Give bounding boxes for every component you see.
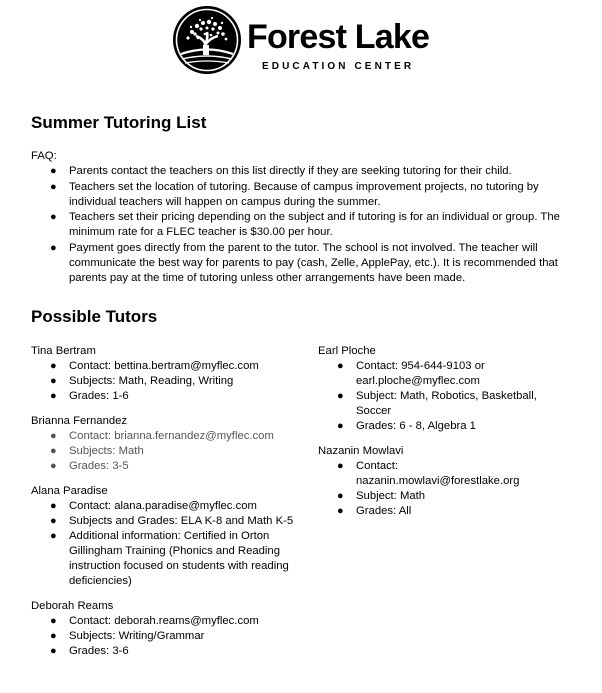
bullet-icon: ●: [50, 241, 57, 254]
faq-label: FAQ:: [31, 150, 57, 162]
faq-list: [31, 164, 566, 286]
list-item-text: Subjects: Writing/Grammar: [69, 630, 205, 642]
list-item: [318, 489, 556, 504]
list-item-text: Subject: Math: [356, 490, 426, 502]
list-item: [31, 359, 296, 374]
bullet-icon: ●: [50, 460, 57, 472]
tutor-entry: [318, 444, 556, 519]
list-item-text: Grades: All: [356, 505, 412, 517]
list-item: [31, 180, 566, 210]
tutor-name: Nazanin Mowlavi: [318, 445, 404, 457]
tutors-left-column: [31, 344, 296, 659]
list-item-text: Parents contact the teachers on this list directly if they are seeking tutoring for their child.: [69, 165, 512, 177]
bullet-icon: ●: [50, 615, 57, 627]
tutor-entry: [31, 599, 296, 659]
tutor-name: Deborah Reams: [31, 600, 114, 612]
list-item: [318, 419, 556, 434]
tutor-entry: [31, 344, 296, 404]
list-item: [31, 164, 566, 179]
list-item-text: Subject: Math, Robotics, Basketball, Soccer: [356, 390, 537, 417]
list-item-text: Grades: 6 - 8, Algebra 1: [356, 420, 476, 432]
list-item: [318, 389, 556, 419]
list-item: [31, 644, 296, 659]
list-item-text: Contact: nazanin.mowlavi@forestlake.org: [356, 460, 520, 487]
bullet-icon: ●: [50, 375, 57, 387]
tutors-right-column: [318, 344, 556, 519]
list-item-text: Payment goes directly from the parent to the tutor. The school is not involved. The teacher will communicate the best way for parents to pay (cash, Zelle, ApplePay, etc.). It is recommended that parents pay at the time of tutoring unless other arrangements have been made.: [69, 241, 558, 284]
bullet-icon: ●: [50, 500, 57, 512]
tutor-details-list: [318, 359, 556, 434]
list-item: [318, 359, 556, 389]
header: [0, 0, 602, 80]
tutor-name: Tina Bertram: [31, 345, 96, 357]
list-item-text: Contact: bettina.bertram@myflec.com: [69, 360, 259, 372]
list-item-text: Contact: 954-644-9103 or earl.ploche@myflec.com: [356, 360, 485, 387]
tutor-name: Earl Ploche: [318, 345, 376, 357]
list-item: [31, 514, 296, 529]
logo-title: Forest Lake: [247, 18, 430, 56]
list-item-text: Grades: 3-6: [69, 645, 129, 657]
bullet-icon: ●: [337, 390, 344, 402]
list-item-text: Contact: deborah.reams@myflec.com: [69, 615, 259, 627]
list-item: [31, 241, 566, 286]
tutor-details-list: [318, 459, 556, 519]
tutor-entry: [318, 344, 556, 434]
tutors-heading: Possible Tutors: [31, 307, 158, 326]
list-item: [31, 389, 296, 404]
tutor-name: Brianna Fernandez: [31, 415, 128, 427]
list-item-text: Contact: alana.paradise@myflec.com: [69, 500, 257, 512]
tutor-details-list: [31, 359, 296, 404]
list-item: [31, 210, 566, 240]
bullet-icon: ●: [50, 211, 57, 223]
bullet-icon: ●: [50, 180, 57, 193]
list-item-text: Teachers set the location of tutoring. Because of campus improvement projects, no tutoring by individual teachers will happen on campus during the summer.: [69, 180, 539, 208]
list-item: [31, 429, 296, 444]
list-item-text: Subjects: Math, Reading, Writing: [69, 375, 234, 387]
tutor-entry: [31, 484, 296, 589]
list-item: [31, 529, 296, 589]
bullet-icon: ●: [50, 645, 57, 657]
tutor-details-list: [31, 614, 296, 659]
bullet-icon: ●: [50, 360, 57, 372]
tutor-details-list: [31, 429, 296, 474]
bullet-icon: ●: [337, 420, 344, 432]
list-item-text: Contact: brianna.fernandez@myflec.com: [69, 430, 274, 442]
tree-emblem-icon: [172, 5, 242, 75]
bullet-icon: ●: [50, 515, 57, 527]
list-item-text: Additional information: Certified in Orton Gillingham Training (Phonics and Reading instruction focused on students with reading deficiencies): [69, 530, 289, 587]
list-item-text: Grades: 3-5: [69, 460, 129, 472]
tutor-name: Alana Paradise: [31, 485, 108, 497]
bullet-icon: ●: [50, 390, 57, 402]
page-title: Summer Tutoring List: [31, 113, 207, 132]
bullet-icon: ●: [50, 630, 57, 642]
bullet-icon: ●: [337, 460, 344, 472]
list-item-text: Teachers set their pricing depending on the subject and if tutoring is for an individual or group. The minimum rate for a FLEC teacher is $30.00 per hour.: [69, 211, 560, 238]
list-item: [31, 374, 296, 389]
list-item: [318, 504, 556, 519]
list-item-text: Subjects and Grades: ELA K-8 and Math K-5: [69, 515, 294, 527]
list-item-text: Grades: 1-6: [69, 390, 129, 402]
bullet-icon: ●: [50, 445, 57, 457]
tutor-details-list: [31, 499, 296, 589]
bullet-icon: ●: [50, 430, 57, 442]
list-item: [31, 614, 296, 629]
bullet-icon: ●: [50, 165, 57, 177]
tutor-entry: [31, 414, 296, 474]
list-item: [31, 444, 296, 459]
list-item-text: Subjects: Math: [69, 445, 144, 457]
bullet-icon: ●: [337, 360, 344, 372]
list-item: [31, 629, 296, 644]
bullet-icon: ●: [50, 530, 57, 542]
list-item: [31, 499, 296, 514]
list-item: [31, 459, 296, 474]
list-item: [318, 459, 556, 489]
logo-subtitle: EDUCATION CENTER: [262, 61, 415, 72]
bullet-icon: ●: [337, 505, 344, 517]
bullet-icon: ●: [337, 490, 344, 502]
